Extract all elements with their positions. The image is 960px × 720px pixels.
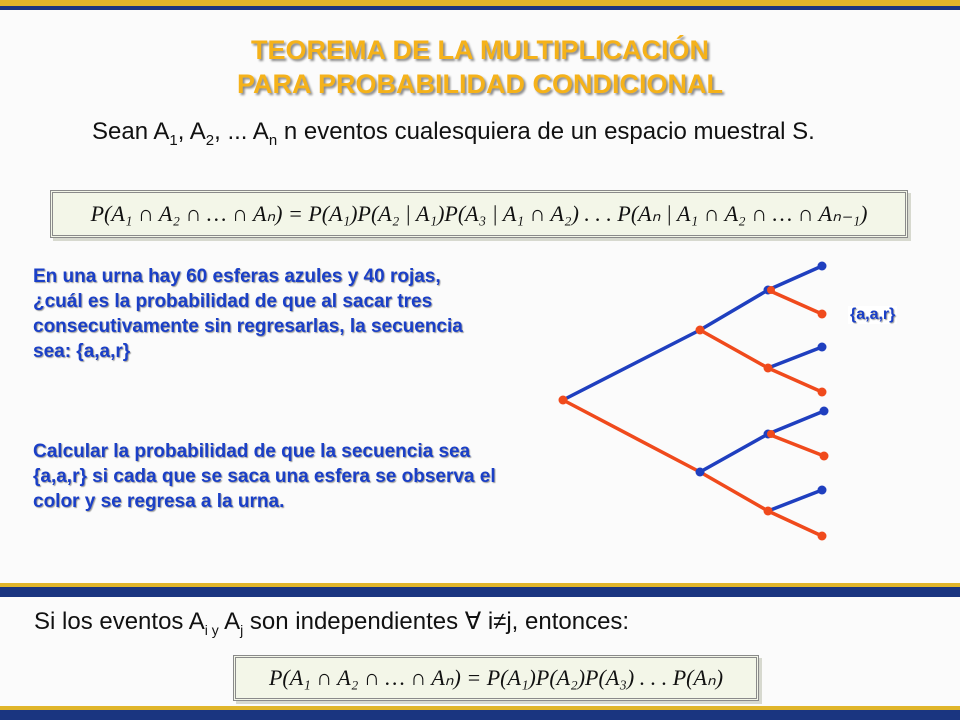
leaf-arr: [818, 388, 827, 397]
branch-ar-blue: [768, 347, 822, 368]
node-ra-overlay: [767, 430, 775, 438]
node-ar: [764, 364, 773, 373]
branch-r-blue: [700, 434, 768, 472]
tree-branches: [563, 266, 824, 536]
intro-subn: n: [268, 131, 278, 149]
indep-pre: Si los eventos A: [34, 608, 205, 635]
intro-rest: n eventos cualesquiera de un espacio muestral S.: [277, 118, 815, 145]
leaf-raa: [820, 407, 829, 416]
indep-sub-j: j: [240, 621, 244, 638]
leaf-aaa: [818, 262, 827, 271]
independence-statement: [34, 604, 629, 648]
node-rr: [764, 507, 773, 516]
leaf-ara: [818, 343, 827, 352]
slide-title-line2: PARA PROBABILIDAD CONDICIONAL: [237, 69, 723, 99]
branch-ra-red: [768, 434, 824, 456]
branch-r-red: [700, 472, 768, 511]
branch-ra-blue: [768, 411, 824, 434]
formula-independent: [233, 655, 759, 701]
intro-sub2: 2: [205, 131, 215, 149]
sequence-label: {a,a,r}: [850, 306, 896, 323]
branch-rr-blue: [768, 490, 822, 511]
node-aa-overlay: [767, 286, 775, 294]
indep-post: son independientes ∀ i≠j, entonces:: [243, 608, 630, 635]
formula-independent-text: P(A₁ ∩ A₂ ∩ … ∩ Aₙ) = P(A₁)P(A₂)P(A₃) . . . P(Aₙ): [268, 665, 724, 690]
node-root: [559, 396, 568, 405]
branch-ar-red: [768, 368, 822, 392]
problem-without-replacement: En una urna hay 60 esferas azules y 40 rojas, ¿cuál es la probabilidad de que al sacar tres consecutivamente sin regresarlas, la secuencia sea: {a,a,r}: [33, 266, 463, 362]
formula-general-text: P(A₁ ∩ A₂ ∩ … ∩ Aₙ) = P(A₁)P(A₂ | A₁)P(A₃ | A₁ ∩ A₂) . . . P(Aₙ | A₁ ∩ A₂ ∩ … ∩ Aₙ₋₁): [90, 201, 868, 226]
leaf-rra: [818, 486, 827, 495]
branch-rr-red: [768, 511, 822, 536]
leaf-rrr: [818, 532, 827, 541]
branch-aa-blue: [768, 266, 822, 290]
branch-root-blue: [563, 330, 700, 400]
node-r: [696, 468, 705, 477]
tree-nodes: [559, 262, 829, 541]
branch-root-red: [563, 400, 700, 472]
indep-mid: A: [218, 608, 241, 635]
problem-with-replacement: Calcular la probabilidad de que la secuencia sea {a,a,r} si cada que se saca una esfera se observa el color y se regresa a la urna.: [33, 441, 496, 512]
intro-sean: Sean A: [92, 118, 170, 145]
leaf-aar: [818, 310, 827, 319]
bottom-band-navy: [0, 710, 960, 720]
branch-a-blue: [700, 290, 768, 330]
middle-band-navy: [0, 587, 960, 597]
leaf-rar: [820, 452, 829, 461]
branch-aa-red: [768, 290, 822, 314]
intro-comma1: , A: [177, 118, 206, 145]
slide-title-line1: TEOREMA DE LA MULTIPLICACIÓN: [251, 35, 709, 65]
branch-a-red: [700, 330, 768, 368]
node-a: [696, 326, 705, 335]
indep-sub-i: i y: [204, 621, 219, 638]
intro-sub1: 1: [169, 131, 178, 149]
intro-dots: , ... A: [214, 118, 269, 145]
